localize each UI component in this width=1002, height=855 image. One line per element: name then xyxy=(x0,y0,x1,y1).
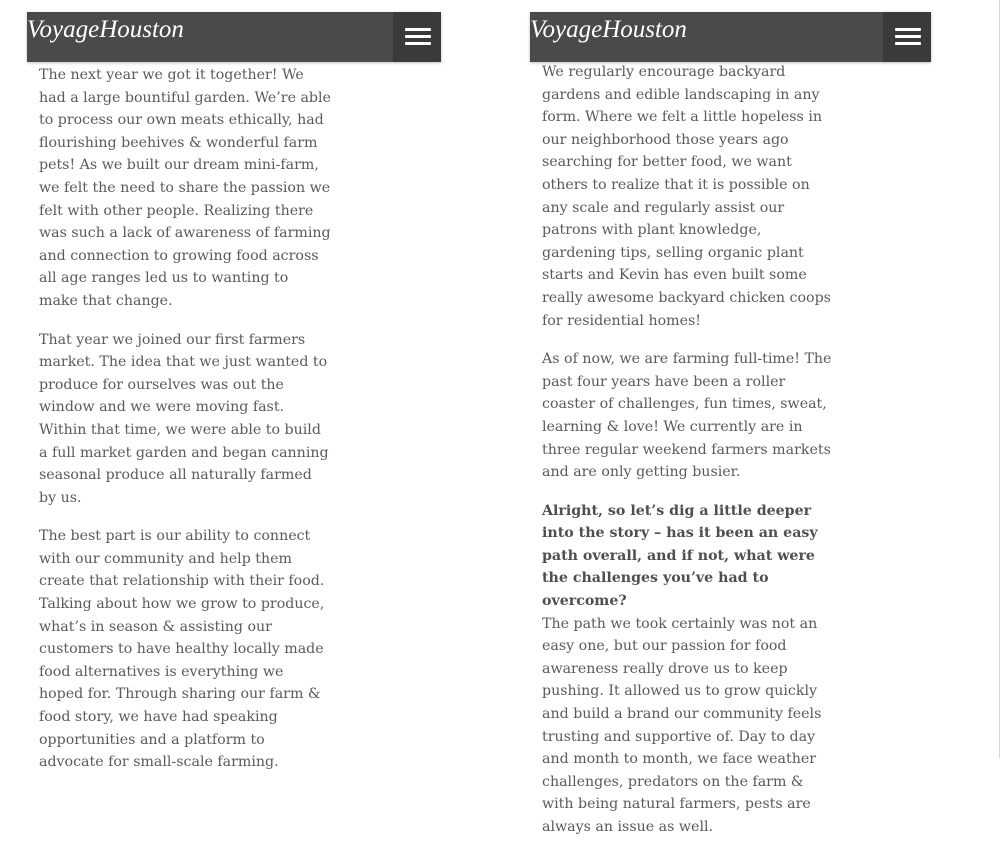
left-screenshot-panel xyxy=(27,0,441,771)
site-logo[interactable]: VoyageHouston xyxy=(530,16,687,43)
interview-question: Alright, so let’s dig a little deeper into the story – has it been an easy path overall, and if not, what were the challenges you’ve had to overcome? xyxy=(542,502,818,610)
article-paragraph: As of now, we are farming full-time! The past four years have been a roller coaster of challenges, fun times, sweat, learning & love! We currently are in three regular weekend farmers markets and are only getting busier. xyxy=(542,351,832,481)
interview-answer: The path we took certainly was not an easy one, but our passion for food awareness really drove us to keep pushing. It allowed us to grow quickly and build a brand our community feels trusting and supportive of. Day to day and month to month, we face weather challenges, predators on the farm & with being natural farmers, pests are always an issue as well. xyxy=(542,615,822,835)
site-header xyxy=(530,12,931,62)
hamburger-menu-icon[interactable] xyxy=(883,12,931,62)
site-header xyxy=(27,12,441,62)
right-screenshot-panel xyxy=(530,0,931,835)
article-paragraph: The best part is our ability to connect with our community and help them create that relationship with their food. Talking about how we grow to produce, what’s in season & assisting our customers to have healthy locally made food alternatives is everything we hoped for. Through sharing our farm & food story, we have had speaking opportunities and a platform to advocate for small-scale farming. xyxy=(39,528,325,771)
article-body xyxy=(542,61,832,855)
article-paragraph: We regularly encourage backyard gardens and edible landscaping in any form. Where we felt a little hopeless in our neighborhood those years ago searching for better food, we want others to realize that it is possible on any scale and regularly assist our patrons with plant knowledge, gardening tips, selling organic plant starts and Kevin has even built some really awesome backyard chicken coops for residential homes! xyxy=(542,64,831,329)
article-body xyxy=(39,64,331,790)
article-paragraph: The next year we got it together! We had a large bountiful garden. We’re able to process our own meats ethically, had flourishing beehives & wonderful farm pets! As we built our dream mini-farm, we felt the need to share the passion we felt with other people. Realizing there was such a lack of awareness of farming and connection to growing food across all age ranges led us to wanting to make that change. xyxy=(39,67,331,309)
site-logo[interactable]: VoyageHouston xyxy=(27,16,184,43)
article-paragraph: That year we joined our first farmers market. The idea that we just wanted to produce for ourselves was out the window and we were moving fast. Within that time, we were able to build a full market garden and began canning seasonal produce all naturally farmed by us. xyxy=(39,331,329,506)
hamburger-menu-icon[interactable] xyxy=(393,12,441,62)
page-edge-divider xyxy=(999,0,1000,758)
